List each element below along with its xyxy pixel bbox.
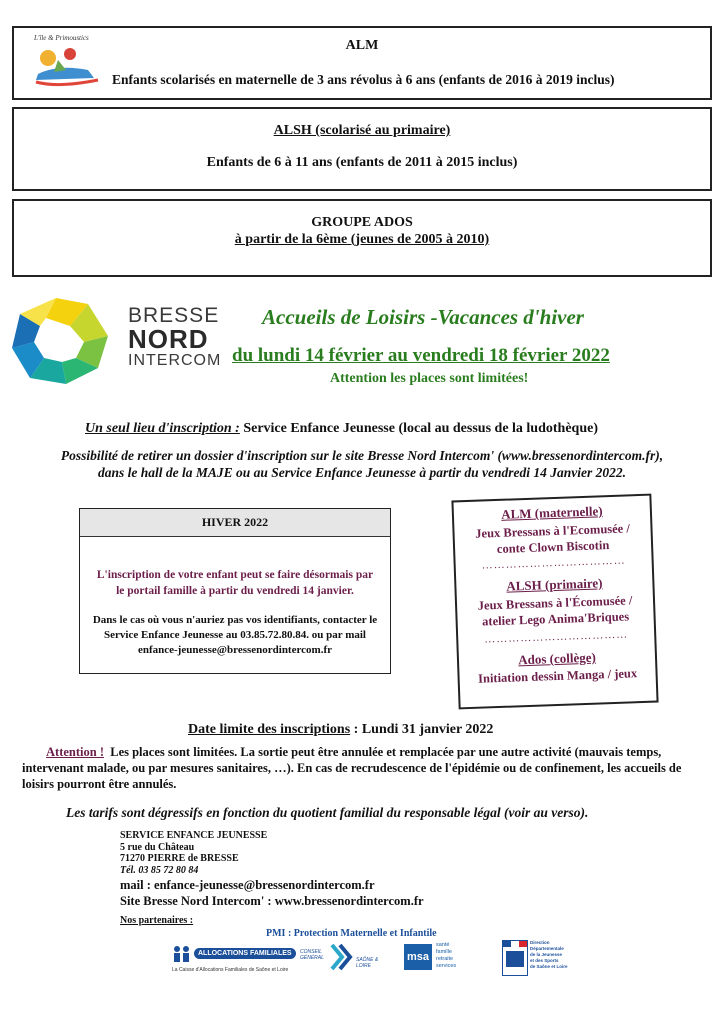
caf-logo: [172, 945, 292, 977]
contact-name: SERVICE ENFANCE JEUNESSE: [120, 830, 268, 841]
ddjs-line-4: et des Sports: [530, 958, 559, 963]
inscription-place: Service Enfance Jeunesse (local au dessus de la ludothèque): [243, 421, 598, 436]
tarifs-line: Les tarifs sont dégressifs en fonction du quotient familial du responsable légal (voir au verso).: [66, 805, 589, 820]
ddjs-line-1: Direction: [530, 940, 550, 945]
alsh-box: [12, 107, 712, 191]
possibility-line2: dans le hall de la MAJE ou au Service Enfance Jeunesse à partir du vendredi 14 Janvier 2022.: [97, 465, 627, 480]
hiver-box: [79, 508, 391, 674]
contact-tel: Tél. 03 85 72 80 84: [120, 864, 199, 876]
activities-ados-text: Initiation dessin Manga / jeux: [477, 666, 638, 686]
caf-name: ALLOCATIONS FAMILIALES: [194, 948, 296, 959]
contact-site: Site Bresse Nord Intercom' : www.bressenordintercom.fr: [120, 894, 424, 908]
msa-text-4: services: [436, 963, 457, 969]
page-title: Accueils de Loisirs -Vacances d'hiver: [262, 305, 584, 329]
logo-nord: NORD: [128, 324, 209, 354]
msa-logo-mark: msa: [404, 944, 432, 970]
alsh-text: Enfants de 6 à 11 ans (enfants de 2011 à 2015 inclus): [206, 155, 518, 170]
msa-text-2: famille: [436, 949, 452, 955]
alsh-title: ALSH (scolarisé au primaire): [273, 123, 451, 138]
alm-box: [12, 26, 712, 100]
ados-text: à partir de la 6ème (jeunes de 2005 à 2010): [234, 232, 490, 247]
msa-logo: [404, 942, 474, 974]
caf-people-icon: [172, 945, 192, 963]
contact-block: [120, 830, 267, 876]
ados-title: GROUPE ADOS: [311, 215, 413, 230]
possibility-line1: Possibilité de retirer un dossier d'inscription sur le site Bresse Nord Intercom' (www.bressenordintercom.fr),: [60, 448, 664, 463]
inscription-label: Un seul lieu d'inscription :: [85, 421, 240, 436]
cg-emblem-icon: [328, 943, 354, 971]
pmi-label: PMI : Protection Maternelle et Infantile: [266, 928, 437, 939]
deadline-line: [188, 722, 493, 738]
deadline-value: : Lundi 31 janvier 2022: [350, 722, 494, 737]
marianne-icon: [502, 940, 528, 976]
hiver-title: HIVER 2022: [80, 509, 390, 537]
attention-label: Attention !: [46, 745, 104, 759]
ddjs-text: [530, 940, 568, 970]
bresse-nord-logo-icon: [10, 296, 110, 386]
ddjs-line-3: de la Jeunesse: [530, 952, 563, 957]
activities-alm-text: Jeux Bressans à l'Ecomusée / conte Clown Biscotin: [475, 521, 631, 556]
hiver-para1: L'inscription de votre enfant peut se faire désormais par le portail famille à partir du vendredi 14 janvier.: [96, 569, 374, 597]
svg-text:L'île & Primoustics: L'île & Primoustics: [34, 34, 89, 42]
contact-city: 71270 PIERRE de BRESSE: [120, 853, 239, 864]
caf-sub: La Caisse d'Allocations Familiales de Saône et Loire: [172, 967, 289, 973]
dates-subtitle: du lundi 14 février au vendredi 18 février 2022: [232, 345, 610, 366]
attention-text: Les places sont limitées. La sortie peut être annulée et remplacée par une autre activité (mauvais temps, intervenant malade, ou par mesures sanitaires, …). En cas de recrudescence de l'épidémie ou de confinement, les accueils de loisirs pourront être annulés.: [22, 745, 682, 791]
partners-label: Nos partenaires :: [120, 915, 194, 926]
ddjs-line-2: Départementale: [530, 946, 564, 951]
contact-mail: mail : enfance-jeunesse@bressenordintercom.fr: [120, 878, 375, 892]
msa-text-1: santé: [436, 942, 450, 948]
alm-text: Enfants scolarisés en maternelle de 3 ans révolus à 6 ans (enfants de 2016 à 2019 inclus): [112, 72, 615, 87]
places-warning: Attention les places sont limitées!: [330, 371, 529, 386]
ddjs-logo: [502, 940, 574, 974]
ddjs-line-5: de Saône et Loire: [530, 964, 568, 969]
logo-bresse: BRESSE: [128, 304, 220, 327]
hiver-para2: Dans le cas où vous n'auriez pas vos identifiants, contacter le Service Enfance Jeunesse au 03.85.72.80.84. ou par mail enfance-jeunesse@bressenordintercom.fr: [92, 614, 378, 656]
activities-alsh-text: Jeux Bressans à l'Écomusée / atelier Lego Anima'Briques: [477, 593, 633, 629]
deadline-label: Date limite des inscriptions: [188, 722, 351, 737]
contact-street: 5 rue du Château: [120, 841, 195, 853]
activities-box: [451, 494, 658, 710]
logo-intercom: INTERCOM: [128, 352, 222, 369]
activities-divider-1: ………………………………: [481, 554, 626, 572]
msa-text-3: retraite: [436, 956, 454, 962]
ados-box: [12, 199, 712, 277]
inscription-line: [85, 421, 598, 437]
activities-alm-title: ALM (maternelle): [500, 503, 603, 522]
alm-title: ALM: [345, 38, 379, 53]
msa-text: [436, 942, 456, 970]
cg-left-text: CONSEIL GÉNÉRAL: [300, 949, 324, 961]
conseil-general-logo: [300, 943, 382, 973]
cg-right-text: SAÔNE & LOIRE: [356, 957, 379, 969]
activities-alsh-title: ALSH (primaire): [506, 575, 603, 594]
activities-divider-2: ………………………………: [484, 628, 629, 646]
activities-ados-title: Ados (collège): [517, 649, 597, 668]
attention-paragraph: [22, 744, 698, 792]
